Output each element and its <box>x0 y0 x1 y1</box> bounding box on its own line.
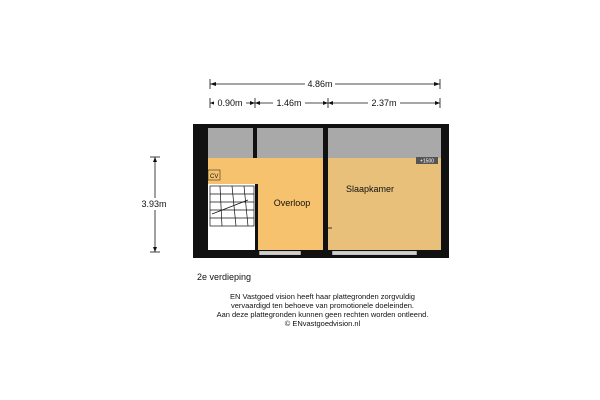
room-label-slaapkamer: Slaapkamer <box>345 184 395 194</box>
room-label-overloop: Overloop <box>273 198 311 208</box>
segment-1-label: 0.90m <box>217 98 243 108</box>
segment-2-label: 1.46m <box>276 98 302 108</box>
ceiling-height-label: +1500 <box>419 158 435 165</box>
disclaimer-line: Aan deze plattegronden kunnen geen rechten worden ontleend. <box>216 310 429 319</box>
sloped-ceiling-left <box>208 128 323 158</box>
floor-label: 2e verdieping <box>197 272 252 282</box>
sloped-ceiling-right <box>328 128 441 158</box>
disclaimer-line: © ENvastgoedvision.nl <box>284 319 361 328</box>
segment-3-label: 2.37m <box>371 98 397 108</box>
disclaimer-line: vervaardigd ten behoeve van promotionele doeleinden. <box>230 301 415 310</box>
stair-wall <box>255 184 258 250</box>
partition-wall-main <box>323 128 328 218</box>
disclaimer <box>170 292 475 328</box>
height-label: 3.93m <box>141 199 167 209</box>
disclaimer-line: EN Vastgoed vision heeft haar plattegronden zorgvuldig <box>230 292 415 301</box>
total-width-label: 4.86m <box>307 79 333 89</box>
overloop-wall-stub <box>253 128 257 158</box>
partition-wall-lower <box>323 236 328 250</box>
cv-label: CV <box>210 174 219 180</box>
